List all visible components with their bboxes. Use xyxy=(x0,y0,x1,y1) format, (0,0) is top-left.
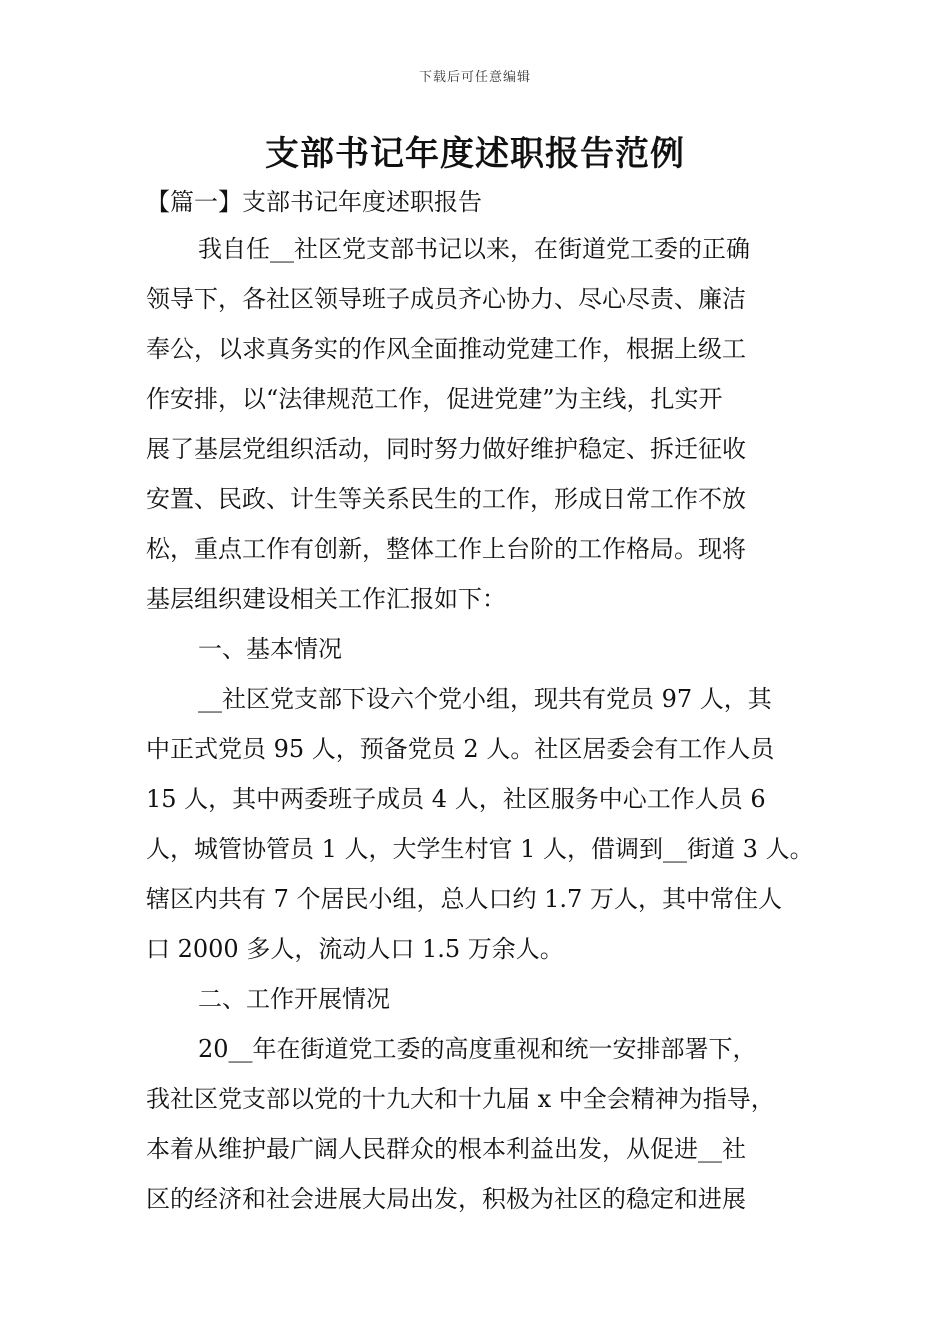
paragraph-line: 作安排，以“法律规范工作，促进党建”为主线，扎实开 xyxy=(146,385,723,413)
paragraph-line: 本着从维护最广阔人民群众的根本利益出发，从促进__社 xyxy=(146,1135,746,1163)
paragraph-line: 基层组织建设相关工作汇报如下： xyxy=(146,585,506,613)
paragraph-line: __社区党支部下设六个党小组，现共有党员 97 人，其 xyxy=(198,685,772,713)
subsection-heading: 一、基本情况 xyxy=(198,635,342,663)
paragraph-line: 松，重点工作有创新，整体工作上台阶的工作格局。现将 xyxy=(146,535,746,563)
subsection-heading: 二、工作开展情况 xyxy=(198,985,390,1013)
paragraph-line: 我社区党支部以党的十九大和十九届 x 中全会精神为指导， xyxy=(146,1085,775,1113)
paragraph-line: 15 人，其中两委班子成员 4 人，社区服务中心工作人员 6 xyxy=(146,785,766,813)
body-text xyxy=(146,224,814,1224)
paragraph-line: 辖区内共有 7 个居民小组，总人口约 1.7 万人，其中常住人 xyxy=(146,885,782,913)
paragraph-line: 口 2000 多人，流动人口 1.5 万余人。 xyxy=(146,935,564,963)
paragraph-line: 安置、民政、计生等关系民生的工作，形成日常工作不放 xyxy=(146,485,746,513)
document-title: 支部书记年度述职报告范例 xyxy=(265,134,685,174)
paragraph-line: 奉公，以求真务实的作风全面推动党建工作，根据上级工 xyxy=(146,335,746,363)
header-note: 下载后可任意编辑 xyxy=(418,70,531,85)
paragraph-line: 20__年在街道党工委的高度重视和统一安排部署下， xyxy=(198,1035,757,1063)
paragraph-line: 区的经济和社会进展大局出发，积极为社区的稳定和进展 xyxy=(146,1185,746,1213)
section-heading: 【篇一】支部书记年度述职报告 xyxy=(146,188,482,216)
paragraph-line: 我自任__社区党支部书记以来，在街道党工委的正确 xyxy=(198,235,750,263)
paragraph-line: 中正式党员 95 人，预备党员 2 人。社区居委会有工作人员 xyxy=(146,735,775,763)
paragraph-line: 展了基层党组织活动，同时努力做好维护稳定、拆迁征收 xyxy=(146,435,746,463)
paragraph-line: 人，城管协管员 1 人，大学生村官 1 人，借调到__街道 3 人。 xyxy=(146,835,814,863)
paragraph-line: 领导下，各社区领导班子成员齐心协力、尽心尽责、廉洁 xyxy=(146,285,746,313)
